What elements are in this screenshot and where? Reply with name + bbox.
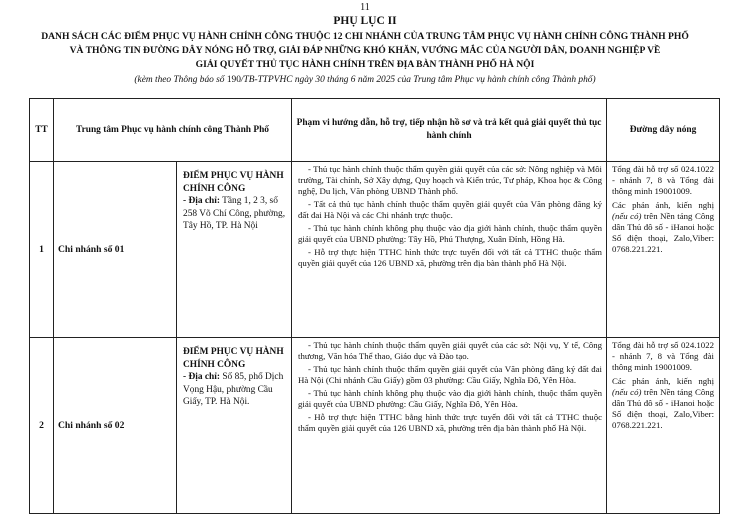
header-center: Trung tâm Phục vụ hành chính công Thành Phố bbox=[54, 99, 292, 162]
branch-name: Chi nhánh số 01 bbox=[54, 162, 177, 338]
scope-item: - Thủ tục hành chính thuộc thẩm quyền giải quyết của các sở: Nông nghiệp và Môi trường, Tài chính, Sở Xây dựng, Quy hoạch và Kiến trúc, Tư pháp, Khoa học & Công nghệ, Du lịch, Văn phòng UBND Thành phố. bbox=[298, 164, 603, 197]
service-point-title: ĐIỂM PHỤC VỤ HÀNH CHÍNH CÔNG bbox=[183, 171, 284, 194]
row-number: 2 bbox=[30, 338, 54, 514]
scope-item: - Hỗ trợ thực hiện TTHC hình thức trực tuyến đối với tất cả TTHC thuộc thẩm quyền giải quyết của 126 UBND xã, phường trên địa bàn thành phố Hà Nội. bbox=[298, 246, 603, 269]
branch-name: Chi nhánh số 02 bbox=[54, 338, 177, 514]
table-row bbox=[30, 162, 720, 338]
document-subtitle bbox=[8, 75, 722, 85]
service-point bbox=[177, 162, 292, 338]
address-label: - Địa chỉ: bbox=[183, 372, 220, 382]
subtitle-prefix: (kèm theo Thông báo số bbox=[134, 75, 225, 85]
feedback-note: (nếu có) bbox=[612, 210, 642, 221]
hotline-feedback bbox=[612, 200, 714, 256]
table-row bbox=[30, 338, 720, 514]
feedback-text: Các phản ánh, kiến nghị bbox=[612, 199, 715, 210]
hotline-cell bbox=[607, 338, 720, 514]
scope-item: - Thủ tục hành chính không phụ thuộc vào địa giới hành chính, thuộc thẩm quyền giải quyết của UBND phường: Tây Hồ, Phú Thượng, Xuân Đỉnh, Hồng Hà. bbox=[298, 223, 603, 245]
hotline-switchboard: Tổng đài hỗ trợ số 024.1022 - nhánh 7, 8 và Tổng đài thông minh 19001009. bbox=[612, 340, 715, 373]
header-scope: Phạm vi hướng dẫn, hỗ trợ, tiếp nhận hồ sơ và trả kết quả giải quyết thủ tục hành chính bbox=[292, 99, 607, 162]
hotline-cell bbox=[607, 162, 720, 338]
page-number: 11 bbox=[360, 2, 370, 13]
scope-item: - Thủ tục hành chính thuộc thẩm quyền giải quyết của Văn phòng đăng ký đất đai Hà Nội (Chi nhánh Cầu Giấy) gồm 03 phường: Cầu Giấy, Nghĩa Đô, Yên Hòa. bbox=[298, 363, 603, 386]
hotline-feedback bbox=[612, 376, 714, 432]
scope-item: - Thủ tục hành chính không phụ thuộc vào địa giới hành chính, thuộc thẩm quyền giải quyết của UBND phường: Cầu Giấy, Nghĩa Đô, Yên Hòa. bbox=[298, 387, 603, 410]
notice-number: 190 bbox=[226, 75, 241, 85]
header-hotline: Đường dây nóng bbox=[607, 99, 720, 162]
title-line: GIẢI QUYẾT THỦ TỤC HÀNH CHÍNH TRÊN ĐỊA BÀN THÀNH PHỐ HÀ NỘI bbox=[195, 59, 535, 70]
title-line: VÀ THÔNG TIN ĐƯỜNG DÂY NÓNG HỖ TRỢ, GIẢI ĐÁP NHỮNG KHÓ KHĂN, VƯỚNG MẮC CỦA NGƯỜI DÂN, DOANH NGHIỆP VỀ bbox=[69, 45, 661, 56]
scope-item: - Hỗ trợ thực hiện TTHC bằng hình thức trực tuyến đối với tất cả TTHC thuộc thẩm quyền giải quyết của 126 UBND xã, phường trên địa bàn thành phố Hà Nội. bbox=[298, 411, 603, 433]
scope-cell bbox=[292, 162, 607, 338]
address-label: - Địa chỉ: bbox=[183, 196, 220, 206]
feedback-text: Các phản ánh, kiến nghị bbox=[612, 375, 715, 386]
appendix-heading: PHỤ LỤC II bbox=[333, 15, 397, 27]
address-text: Tầng 1, 2 3, số 258 Võ Chí Công, phường, Tây Hồ, TP. Hà Nội bbox=[183, 196, 286, 231]
service-point bbox=[177, 338, 292, 514]
feedback-text: trên Nền tảng Công dân Thủ đô số - iHanoi hoặc Số điện thoại, Zalo,Viber: 0768.221.221. bbox=[612, 386, 715, 431]
title-line: DANH SÁCH CÁC ĐIỂM PHỤC VỤ HÀNH CHÍNH CÔNG THUỘC 12 CHI NHÁNH CỦA TRUNG TÂM PHỤC VỤ HÀNH CHÍNH CÔNG THÀNH PHỐ bbox=[41, 31, 689, 42]
scope-item: - Tất cả thủ tục hành chính thuộc thẩm quyền giải quyết của Văn phòng đăng ký đất đai Hà Nội và các Chi nhánh trực thuộc. bbox=[298, 199, 603, 221]
table-header-row bbox=[30, 99, 720, 162]
subtitle-rest: /TB-TTPVHC ngày 30 tháng 6 năm 2025 của Trung tâm Phục vụ hành chính công Thành phố) bbox=[240, 75, 596, 85]
row-number: 1 bbox=[30, 162, 54, 338]
service-points-table bbox=[29, 98, 720, 514]
feedback-text: trên Nền tảng Công dân Thủ đô số - iHanoi hoặc Số điện thoại, Zalo,Viber: 0768.221.221. bbox=[612, 210, 715, 255]
scope-item: - Thủ tục hành chính thuộc thẩm quyền giải quyết của các sở: Nội vụ, Y tế, Công thương, Văn hóa Thể thao, Giáo dục và Đào tạo. bbox=[298, 340, 603, 362]
scope-cell bbox=[292, 338, 607, 514]
document-title bbox=[14, 30, 716, 72]
hotline-switchboard: Tổng đài hỗ trợ số 024.1022 - nhánh 7, 8 và Tổng đài thông minh 19001009. bbox=[612, 164, 715, 197]
feedback-note: (nếu có) bbox=[612, 386, 642, 397]
address-text: Số 85, phố Dịch Vọng Hậu, phường Cầu Giấy, TP. Hà Nội. bbox=[183, 372, 284, 407]
header-tt: TT bbox=[30, 99, 54, 162]
service-point-title: ĐIỂM PHỤC VỤ HÀNH CHÍNH CÔNG bbox=[183, 347, 284, 370]
